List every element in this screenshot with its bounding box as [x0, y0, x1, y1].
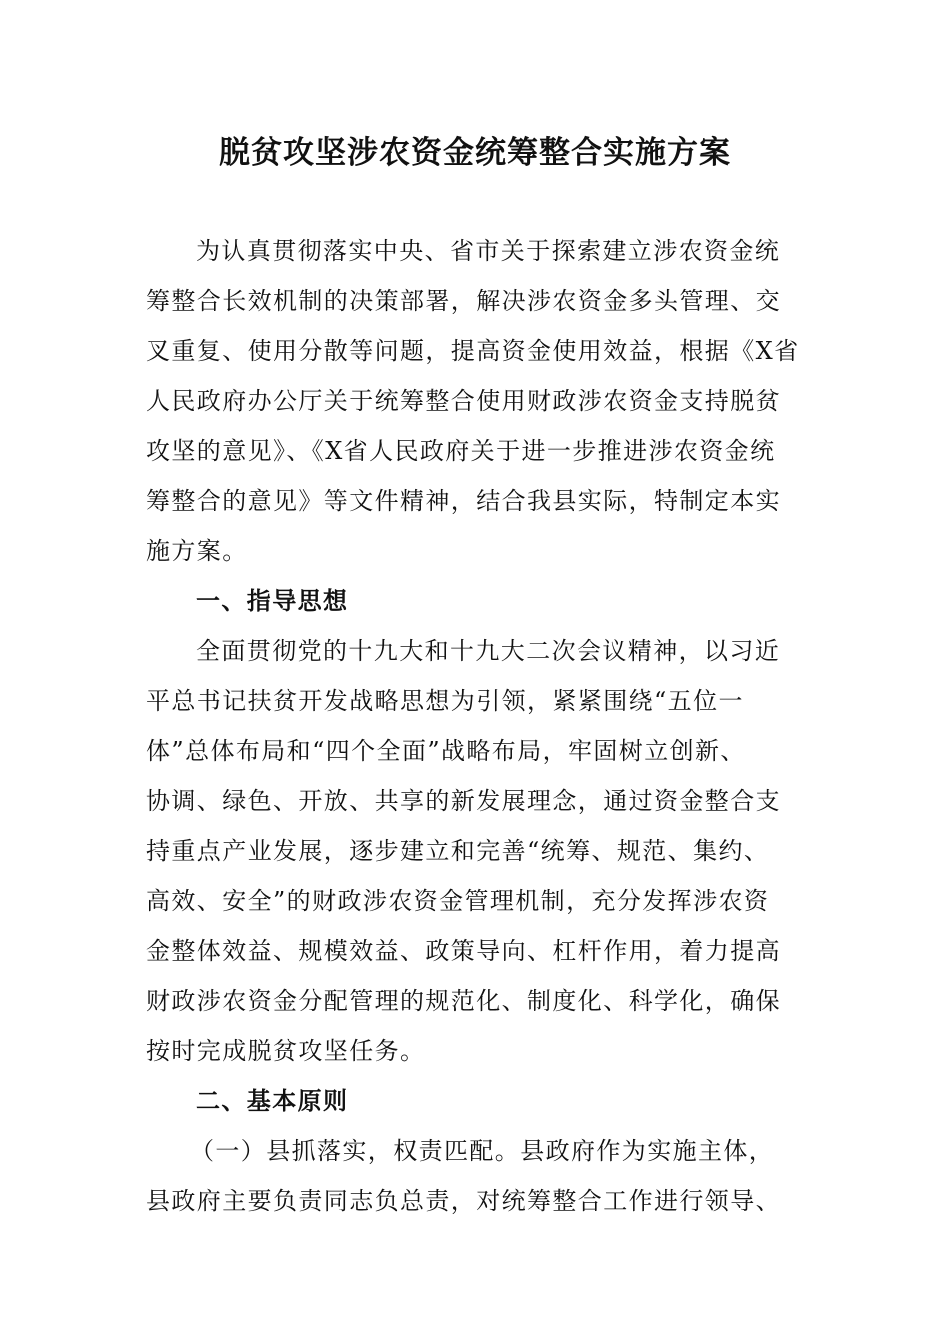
paragraph-line: 筹整合的意见》等文件精神，结合我县实际，特制定本实 [146, 487, 781, 515]
paragraph-line: 持重点产业发展，逐步建立和完善“统筹、规范、集约、 [146, 837, 770, 865]
paragraph-line: 体”总体布局和“四个全面”战略布局，牢固树立创新、 [146, 737, 746, 765]
paragraph-line: 财政涉农资金分配管理的规范化、制度化、科学化，确保 [146, 987, 781, 1015]
paragraph-line: （一）县抓落实，权责匹配。县政府作为实施主体， [190, 1137, 775, 1165]
paragraph-line: 叉重复、使用分散等问题，提高资金使用效益，根据《X省 [146, 337, 800, 365]
paragraph-line: 平总书记扶贫开发战略思想为引领，紧紧围绕“五位一 [146, 687, 744, 715]
document-title: 脱贫攻坚涉农资金统筹整合实施方案 [219, 135, 731, 171]
paragraph-line: 高效、安全”的财政涉农资金管理机制，充分发挥涉农资 [146, 887, 770, 915]
paragraph-line: 攻坚的意见》、《X省人民政府关于进一步推进涉农资金统 [146, 437, 776, 465]
section-heading: 一、指导思想 [196, 587, 349, 615]
section-heading: 二、基本原则 [196, 1087, 349, 1115]
paragraph-line: 施方案。 [146, 537, 248, 565]
paragraph-line: 为认真贯彻落实中央、省市关于探索建立涉农资金统 [196, 237, 781, 265]
paragraph-line: 筹整合长效机制的决策部署，解决涉农资金多头管理、交 [146, 287, 781, 315]
paragraph-line: 全面贯彻党的十九大和十九大二次会议精神，以习近 [196, 637, 781, 665]
paragraph-line: 按时完成脱贫攻坚任务。 [146, 1037, 426, 1065]
paragraph-line: 县政府主要负责同志负总责，对统筹整合工作进行领导、 [146, 1187, 781, 1215]
paragraph-line: 金整体效益、规模效益、政策导向、杠杆作用，着力提高 [146, 937, 781, 965]
paragraph-line: 协调、绿色、开放、共享的新发展理念，通过资金整合支 [146, 787, 781, 815]
paragraph-line: 人民政府办公厅关于统筹整合使用财政涉农资金支持脱贫 [146, 387, 781, 415]
